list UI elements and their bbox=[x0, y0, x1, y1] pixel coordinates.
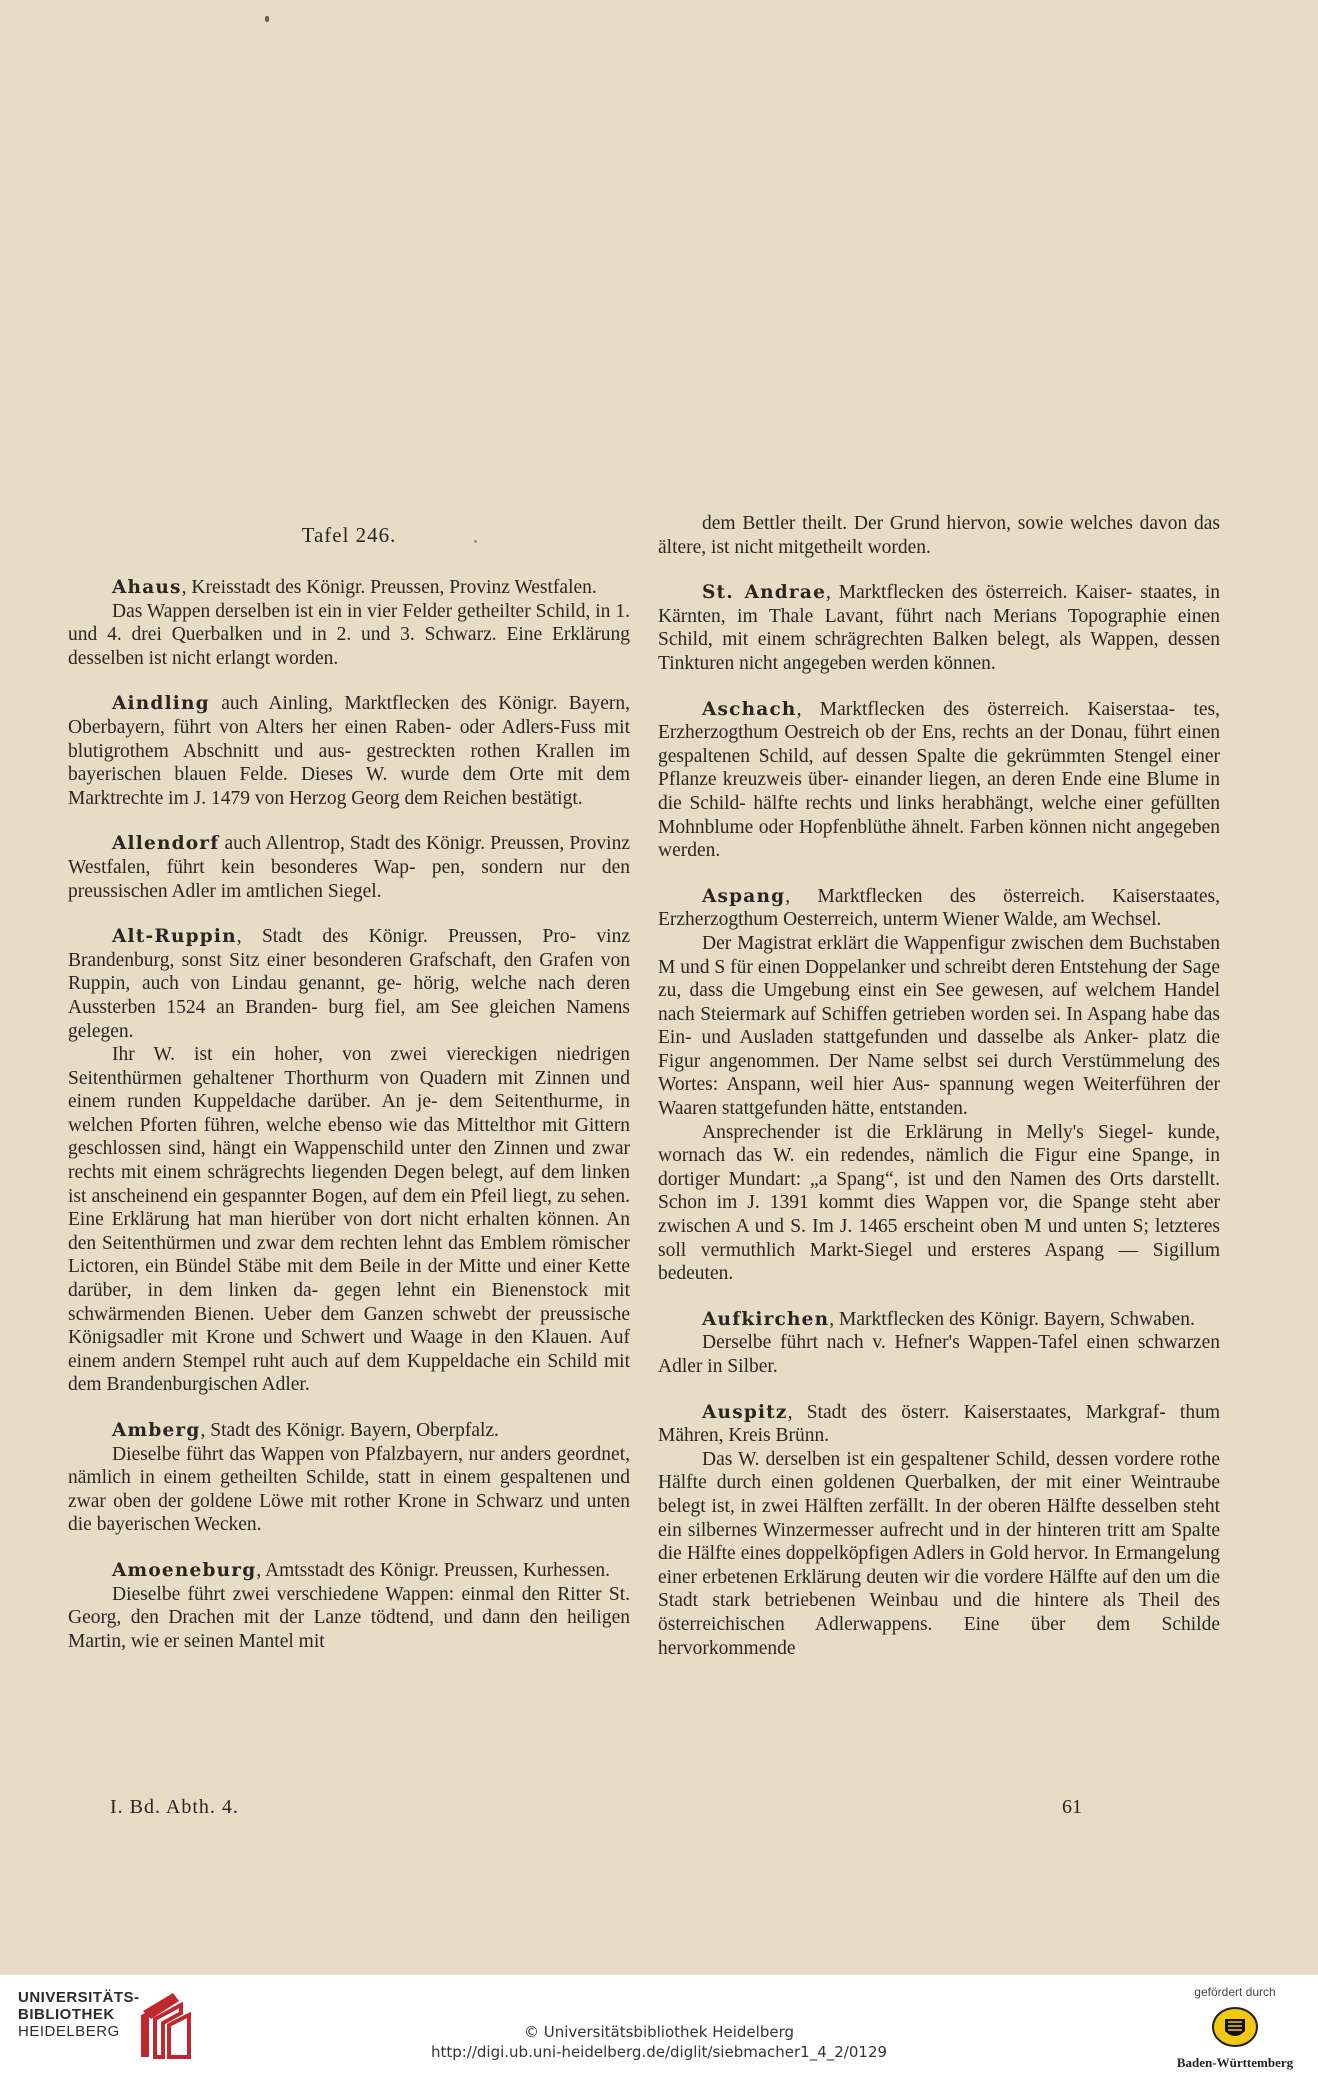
entry-paragraph bbox=[68, 600, 630, 671]
right-column bbox=[658, 512, 1220, 1682]
entry-text: , Amtsstadt des Königr. Preussen, Kurhessen. bbox=[256, 1559, 611, 1581]
entry-headword: Allendorf bbox=[112, 833, 220, 855]
entry-paragraph bbox=[658, 581, 1220, 675]
page-number: 61 bbox=[1062, 1796, 1082, 1818]
library-line2: BIBLIOTHEK bbox=[18, 2006, 115, 2023]
entry-headword: Aspang bbox=[702, 885, 786, 907]
entry-text: Der Magistrat erklärt die Wappenfigur zwischen dem Buchstaben M und S für einen Doppelanker und schreibt deren Entstehung der Sage zu, dass die Umgebung einst ein See gewesen, auf welchem Handel nach Steiermark auf Schiffen getrieben worden sei. In Aspang habe das Ein- und Ausladen stattgefunden und dasselbe als Anker- platz die Figur angenommen. Der Name selbst sei durch Verstümmelung des Wortes: Anspann, weil hier Aus- spannung wegen Weiterführen der Waaren stattgefunden hätte, entstanden. bbox=[658, 932, 1220, 1120]
lexicon-entry bbox=[658, 698, 1220, 863]
entry-paragraph bbox=[658, 1331, 1220, 1378]
copyright-notice: © Universitätsbibliothek Heidelberg bbox=[523, 2023, 794, 2041]
entry-text: Das Wappen derselben ist ein in vier Felder getheilter Schild, in 1. und 4. drei Querbalken und in 2. und 3. Schwarz. Eine Erklärung desselben ist nicht erlangt worden. bbox=[68, 600, 630, 669]
entry-headword: Amoeneburg bbox=[112, 1559, 257, 1581]
entry-text: Dieselbe führt das Wappen von Pfalzbayern, nur anders geordnet, nämlich in einem getheilten Schilde, statt in einem gespaltenen und zwar oben der goldene Löwe mit rother Krone in Schwarz und unten die bayerischen Wecken. bbox=[68, 1443, 630, 1536]
plate-heading: Tafel 246. bbox=[301, 523, 397, 547]
entry-paragraph bbox=[658, 1448, 1220, 1660]
right-entries bbox=[658, 512, 1220, 1660]
entry-text: dem Bettler theilt. Der Grund hiervon, sowie welches davon das ältere, ist nicht mitgetheilt worden. bbox=[658, 513, 1220, 558]
entry-text: , Stadt des österr. Kaiserstaates, Markgraf- thum Mähren, Kreis Brünn. bbox=[658, 1401, 1220, 1447]
lexicon-entry bbox=[68, 576, 630, 670]
entry-text: , Kreisstadt des Königr. Preussen, Provinz Westfalen. bbox=[181, 577, 597, 598]
lexicon-entry bbox=[658, 581, 1220, 675]
entry-text: auch Allentrop, Stadt des Königr. Preussen, Provinz Westfalen, führt kein besonderes Wap- pen, sondern nur den preussischen Adler im amtlichen Siegel. bbox=[68, 833, 630, 902]
entry-text: , Marktflecken des österreich. Kaiserstaates, Erzherzogthum Oesterreich, unterm Wiener Walde, am Wechsel. bbox=[658, 885, 1220, 931]
lexicon-entry bbox=[68, 1559, 630, 1653]
entry-headword: Auspitz bbox=[702, 1401, 788, 1423]
entry-headword: Amberg bbox=[112, 1420, 201, 1441]
lexicon-entry bbox=[68, 925, 630, 1397]
entry-paragraph bbox=[68, 925, 630, 1043]
footer-bar bbox=[0, 1975, 1318, 2077]
entry-headword: Ahaus bbox=[112, 577, 182, 598]
entry-headword: Alt-Ruppin bbox=[112, 926, 237, 948]
entry-paragraph bbox=[68, 1583, 630, 1654]
entry-text: Derselbe führt nach v. Hefner's Wappen-Tafel einen schwarzen Adler in Silber. bbox=[658, 1332, 1220, 1377]
state-name: Baden-Württemberg bbox=[1176, 2055, 1294, 2070]
entry-text: Ihr W. ist ein hoher, von zwei viereckigen niedrigen Seitenthürmen gehaltener Thorthurm von Quadern mit Zinnen und einem runden Kuppeldache darüber. An je- dem Seitenthurme, in welchen Pforten führen, welche ebenso wie das Mittelthor mit Gittern geschlossen sind, hängt ein Wappenschild unter den Zinnen und zwar rechts mit einem schrägrechts liegenden Degen belegt, auf dem linken ist anscheinend ein gespannter Bogen, auf dem ein Pfeil liegt, zu sehen. Eine Erklärung hat man hierüber von dort nicht erhalten können. An den Seitenthürmen und zwar dem rechten lehnt das Emblem römischer Lictoren, ein Bündel Stäbe mit dem Beile in der Mitte und einer Kette darüber, in dem linken da- gegen lehnt ein Bienenstock mit schwärmenden Bienen. Ueber dem Ganzen schwebt der preussische Königsadler mit Krone und Schwert und Waage in den Klauen. Auf einem andern Stempel ruht auch auf dem Kuppeldache ein Schild mit dem Brandenburgischen Adler. bbox=[68, 1044, 630, 1396]
lexicon-entry bbox=[658, 1308, 1220, 1379]
lexicon-entry bbox=[68, 1419, 630, 1537]
lexicon-entry bbox=[658, 1401, 1220, 1661]
entry-text: , Marktflecken des österreich. Kaiser- staates, in Kärnten, im Thale Lavant, führt nach Merians Topographie einen Schild, mit einem schrägrechten Balken belegt, als Wappen, dessen Tinkturen nicht angegeben werden können. bbox=[658, 582, 1221, 674]
lexicon-entry bbox=[658, 885, 1220, 1286]
source-url[interactable]: http://digi.ub.uni-heidelberg.de/diglit/siebmacher1_4_2/0129 bbox=[430, 2043, 888, 2061]
library-line1: UNIVERSITÄTS- bbox=[18, 1989, 140, 2006]
lexicon-entry bbox=[68, 692, 630, 810]
entry-paragraph bbox=[68, 1443, 630, 1537]
entry-text: auch Ainling, Marktflecken des Königr. Bayern, Oberbayern, führt von Alters her einen Raben- oder Adlers-Fuss mit blutigrothem Abschnitt und aus- gestreckten rothen Krallen im bayerischen blauen Felde. Dieses W. wurde dem Orte mit dem Marktrechte im J. 1479 von Herzog Georg dem Reichen bestätigt. bbox=[68, 693, 630, 809]
volume-footer: I. Bd. Abth. 4. bbox=[110, 1796, 239, 1818]
entry-paragraph bbox=[658, 698, 1220, 863]
entry-headword: Aindling bbox=[112, 693, 210, 715]
entry-paragraph bbox=[68, 1419, 630, 1443]
entry-paragraph bbox=[658, 1401, 1220, 1448]
entry-text: , Stadt des Königr. Bayern, Oberpfalz. bbox=[200, 1420, 499, 1441]
funder-logo[interactable] bbox=[1160, 1985, 1310, 2075]
entry-paragraph bbox=[658, 932, 1220, 1121]
entry-headword: Aschach bbox=[702, 698, 797, 720]
lexicon-entry bbox=[658, 512, 1220, 559]
entry-paragraph bbox=[658, 885, 1220, 932]
funded-by-label: gefördert durch bbox=[1194, 1985, 1276, 1999]
entry-paragraph bbox=[68, 832, 630, 903]
entry-text: , Marktflecken des Königr. Bayern, Schwaben. bbox=[829, 1308, 1195, 1330]
entry-text: Ansprechender ist die Erklärung in Melly's Siegel- kunde, wornach das W. ein redendes, nämlich die Figur eine Spange, in dortiger Mundart: „a Spang“, ist und den Namen des Orts darstellt. Schon im J. 1391 kommt dies Wappen vor, die Spange steht aber zwischen A und S. Im J. 1465 erscheint oben M und unten S; letzteres soll vermuthlich Markt-Siegel und ersteres Aspang — Sigillum bedeuten. bbox=[658, 1121, 1220, 1285]
library-line3: HEIDELBERG bbox=[18, 2023, 120, 2040]
entry-text: Dieselbe führt zwei verschiedene Wappen: einmal den Ritter St. Georg, den Drachen mit der Lanze tödtend, und dann den heiligen Martin, wie er seinen Mantel mit bbox=[68, 1583, 630, 1652]
entry-headword: St. Andrae bbox=[702, 582, 827, 604]
entry-headword: Aufkirchen bbox=[702, 1308, 830, 1330]
entry-paragraph bbox=[658, 1308, 1220, 1332]
entry-text: Das W. derselben ist ein gespaltener Schild, dessen vordere rothe Hälfte durch einen goldenen Querbalken, der mit einer Weintraube belegt ist, in zwei Hälften zerfällt. In der oberen Hälfte desselben steht ein silbernes Winzermesser aufrecht und in der hinteren tritt am Spalte die Hälfte eines doppelköpfigen Adlers in Gold hervor. In Ermangelung einer erbetenen Erklärung deuten wir die vordere Hälfte auf den um die Stadt stark betriebenen Weinbau und die hintere als Theil des österreichischen Adlerwappens. Eine über dem Schilde hervorkommende bbox=[658, 1448, 1220, 1659]
entry-paragraph bbox=[68, 1043, 630, 1397]
state-coat-of-arms-icon bbox=[1210, 2005, 1260, 2049]
lexicon-entry bbox=[68, 832, 630, 903]
entry-paragraph bbox=[658, 1121, 1220, 1286]
entry-paragraph bbox=[68, 576, 630, 600]
entry-paragraph bbox=[658, 512, 1220, 559]
entry-text: , Marktflecken des österreich. Kaiserstaa- tes, Erzherzogthum Oestreich ob der Ens, rechts an der Donau, führt einen gespaltenen Schild, auf dessen Spalte die gekrümmten Stengel einer Pflanze kreuzweis über- einander liegen, an deren Ende eine Blume in die Schild- hälfte rechts und links herabhängt, welche einer gefüllten Mohnblume oder Hopfenblüthe ähnelt. Farben können nicht angegeben werden. bbox=[658, 698, 1220, 862]
entry-text: , Stadt des Königr. Preussen, Pro- vinz Brandenburg, sonst Sitz einer besonderen Grafschaft, den Grafen von Ruppin, auch von Lindau genannt, ge- hörig, welche nach deren Aussterben 1524 an Branden- burg fiel, am See gleichen Namens gelegen. bbox=[68, 926, 630, 1042]
entry-paragraph bbox=[68, 1559, 630, 1583]
left-entries bbox=[68, 576, 630, 1653]
ink-speck bbox=[265, 16, 269, 22]
entry-paragraph bbox=[68, 692, 630, 810]
left-column bbox=[68, 512, 630, 1675]
